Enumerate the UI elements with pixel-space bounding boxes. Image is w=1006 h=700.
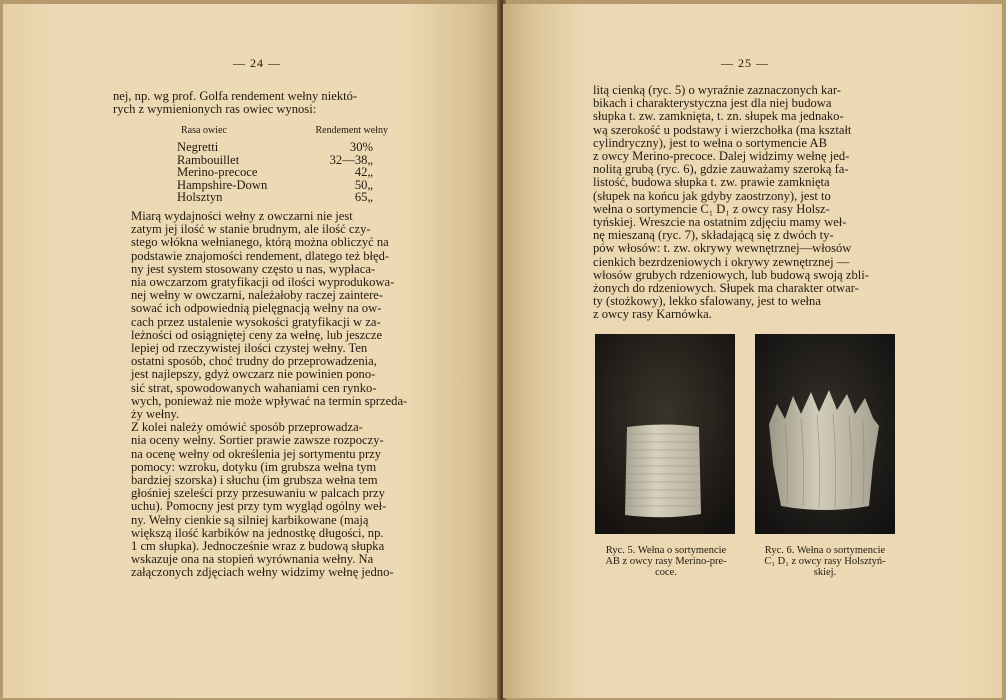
text-line: zatym jej ilość w stanie brudnym, ale ilość czy- — [131, 222, 371, 237]
breed-cell: Hampshire-Down — [177, 177, 268, 192]
intro-paragraph — [113, 90, 411, 116]
paragraph-wool-evaluation — [113, 421, 411, 579]
breed-cell: Negretti — [177, 140, 219, 154]
text-line: bardziej szorska) i słuchu (im grubsza wełna tem — [131, 473, 378, 488]
text-line: nej wełny w owczarni, należałoby raczej zaintere- — [131, 288, 384, 303]
table-row — [177, 166, 389, 179]
text-line: cylindryczny), jest to wełna o sortymencie AB — [593, 135, 827, 150]
text-line: wskazuje ona na stopień wyrównania wełny. Na — [131, 552, 374, 567]
text-line: sić strat, spowodowanych wahaniami cen rynko- — [131, 380, 377, 395]
text-line: głośniej szeleści przy przesuwaniu w palcach przy — [131, 486, 385, 501]
figure-caption-5 — [591, 545, 741, 578]
text-line: stego włókna wełnianego, którą można obliczyć na — [131, 235, 389, 250]
text-line: listość, budowa słupka t. zw. prawie zamknięta — [593, 175, 830, 190]
text-line: pów włosów: t. zw. okrywy wewnętrznej—włosów — [593, 241, 852, 256]
caption-line: Ryc. 5. Wełna o sortymencie — [605, 545, 727, 556]
text-line: 1 cm słupka). Jednocześnie wraz z budową słupka — [131, 539, 385, 554]
text-line: włosów grubych rdzeniowych, lub budową swoją zbli- — [593, 267, 869, 282]
text-line: ty (stożkowy), lekko sfalowany, jest to wełna — [593, 294, 821, 309]
caption-line: AB z owcy rasy Merino-pre- — [605, 556, 727, 567]
wool-photo-fig5 — [595, 334, 735, 534]
text-line: (słupek na końcu jak gdyby zaostrzony), jest to — [593, 188, 831, 203]
text-line: litą cienką (ryc. 5) o wyraźnie zaznaczonych kar- — [593, 83, 841, 97]
figure-caption-6 — [750, 545, 900, 578]
text-line: nolitą grubą (ryc. 6), gdzie zauważamy szeroką fa- — [593, 162, 849, 177]
text-line: leżności od osiągniętej ceny za wełnę, lub jeszcze — [131, 327, 383, 342]
page-number-left: — 24 — — [233, 56, 281, 70]
text-line: większą ilość karbików na jednostkę długości, np. — [131, 525, 384, 540]
text-line: nej, np. wg prof. Golfa rendement wełny niektó- — [113, 89, 358, 103]
right-page-text — [593, 84, 894, 322]
yield-cell: 42„ — [354, 165, 373, 180]
left-page — [3, 4, 500, 698]
text-line: uchu). Pomocny jest przy tym wygląd ogólny weł- — [131, 499, 387, 514]
table-header-breed: Rasa owiec — [181, 125, 227, 137]
text-line: jest najlepszy, gdyż owczarz nie powinien pono- — [131, 367, 376, 382]
table-row — [177, 191, 389, 204]
text-line: bikach i charakterystyczna jest dla niej budowa — [593, 96, 832, 111]
right-page — [503, 4, 1002, 698]
text-line: rych z wymienionych ras owiec wynosi: — [113, 102, 317, 117]
text-line: wełna o sortymencie C₁ D₁ z owcy rasy Holsz- — [593, 201, 830, 216]
yield-cell: 50„ — [354, 177, 373, 192]
text-line: ny jest system stosowany często u nas, wypłaca- — [131, 261, 376, 276]
yield-cell: 65„ — [354, 190, 373, 205]
left-page-text — [113, 90, 411, 580]
breed-cell: Holsztyn — [177, 190, 223, 205]
text-line: cach przez ustalenie wysokości gratyfikacji w za- — [131, 314, 381, 329]
text-line: ostatni sposób, choć trudny do przeprowadzenia, — [131, 354, 377, 369]
table-row — [177, 141, 389, 154]
text-line: słupka t. zw. zamknięta, t. zn. słupek ma jednako- — [593, 109, 844, 124]
table-header-yield: Rendement wełny — [315, 125, 388, 137]
text-line: lepiej od rzeczywistej ilości czystej wełny. Ten — [131, 341, 368, 355]
text-line: wych, ponieważ nie może wpływać na termin sprzeda- — [131, 393, 408, 408]
text-line: tyńskiej. Wreszcie na ostatnim zdjęciu mamy weł- — [593, 215, 847, 230]
text-line: nę mieszaną (ryc. 7), składającą się z dwóch ty- — [593, 228, 834, 243]
text-line: na ocenę wełny od określenia jej sortymentu przy — [131, 446, 382, 461]
yield-cell: 32—38„ — [329, 152, 373, 167]
text-line: sować ich odpowiednią pielęgnacją wełny na ow- — [131, 301, 382, 316]
text-line: wą szerokość u podstawy i wierzchołka (ma kształt — [593, 122, 852, 137]
text-line: ny. Wełny cienkie są silniej karbikowane (mają — [131, 512, 369, 527]
text-line: żonych do rdzeniowych. Słupek ma charakter otwar- — [593, 281, 859, 296]
text-line: z owcy rasy Karnówka. — [593, 307, 712, 322]
breed-cell: Merino-precoce — [177, 165, 258, 180]
text-line: z owcy Merino-precoce. Dalej widzimy wełnę jed- — [593, 149, 850, 164]
caption-line: Ryc. 6. Wełna o sortymencie — [764, 545, 886, 556]
paragraph-wool-yield — [113, 210, 411, 421]
text-line: pomocy: wzroku, dotyku (im grubsza wełna tym — [131, 459, 377, 474]
wool-photo-fig6 — [755, 334, 895, 534]
text-line: nia oceny wełny. Sortier prawie zawsze rozpoczy- — [131, 433, 384, 448]
text-line: ży wełny. — [131, 407, 180, 422]
caption-line: C₁ D₁ z owcy rasy Holsztyń- — [764, 556, 886, 567]
caption-line: skiej. — [813, 567, 837, 578]
wool-yield-table — [177, 124, 389, 204]
text-line: cienkich bezrdzeniowych i okrywy zewnętrznej — — [593, 254, 850, 269]
text-line: Z kolei należy omówić sposób przeprowadza- — [131, 420, 363, 435]
paragraph-wool-types — [593, 84, 894, 322]
text-line: Miarą wydajności wełny z owczarni nie jest — [131, 208, 353, 223]
page-number-right: — 25 — — [721, 56, 769, 70]
breed-cell: Rambouillet — [177, 152, 240, 167]
text-line: nia owczarzom gratyfikacji od ilości wyprodukowa- — [131, 274, 395, 289]
caption-line: coce. — [655, 567, 677, 578]
yield-cell: 30% — [349, 140, 373, 154]
text-line: podstawie znajomości rendement, dlatego też błęd- — [131, 248, 390, 263]
text-line: załączonych zdjęciach wełny widzimy wełnę jedno- — [131, 565, 394, 580]
